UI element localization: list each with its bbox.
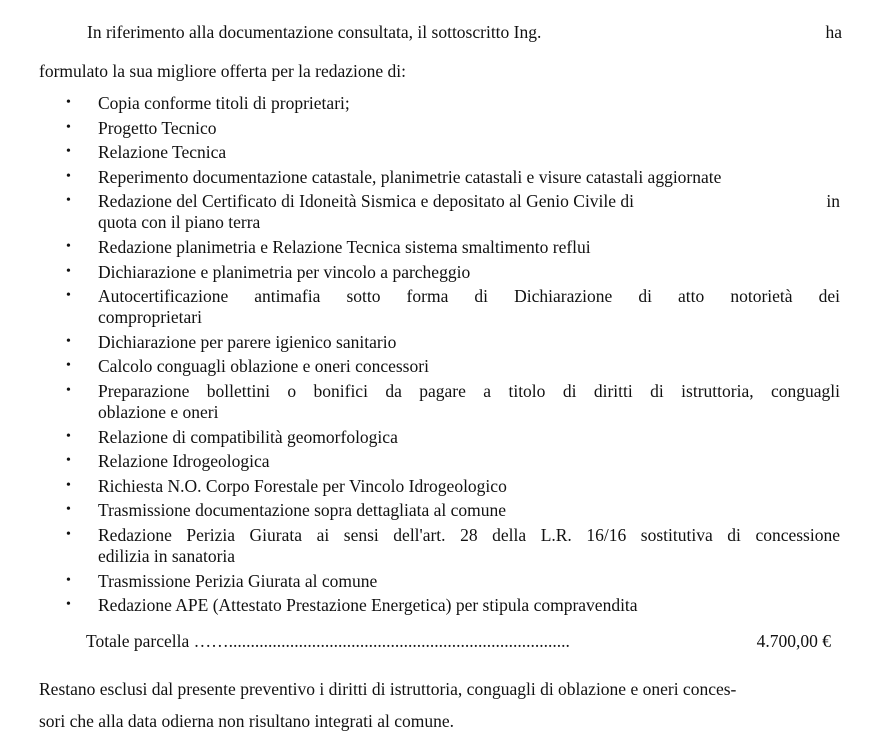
list-item-text: Redazione Perizia Giurata ai sensi dell'art. 28 della L.R. 16/16 sostitutiva di concessione	[98, 525, 840, 545]
list-item-text: Dichiarazione e planimetria per vincolo a parcheggio	[98, 261, 471, 282]
bullet-marker: •	[66, 383, 71, 398]
list-item-text: Dichiarazione per parere igienico sanitario	[98, 331, 397, 352]
bullet-marker: •	[66, 453, 71, 469]
list-item-text: Copia conforme titoli di proprietari;	[98, 93, 350, 113]
bullet-marker: •	[66, 358, 71, 374]
total-label: Totale parcella ……..............................................................................	[86, 631, 570, 651]
bullet-marker: •	[66, 527, 71, 542]
bullet-marker: •	[66, 333, 71, 349]
note-line-1: Restano esclusi dal presente preventivo i diritti di istruttoria, conguagli di oblazione e oneri conces-	[39, 679, 737, 699]
bullet-marker: •	[66, 193, 71, 209]
bullet-marker: •	[66, 477, 71, 493]
list-item-text: Relazione di compatibilità geomorfologica	[98, 426, 398, 447]
list-item-text: Relazione Tecnica	[98, 142, 227, 163]
list-item-text: Progetto Tecnico	[98, 117, 217, 138]
intro-line-1-text: In riferimento alla documentazione consultata, il sottoscritto Ing.	[87, 22, 542, 42]
intro-line-1	[87, 21, 842, 43]
list-item-text: Reperimento documentazione catastale, planimetrie catastali e visure catastali aggiornate	[98, 166, 722, 187]
list-item-text: Redazione planimetria e Relazione Tecnica sistema smaltimento reflui	[98, 237, 591, 257]
total-value: 4.700,00 €	[756, 631, 831, 651]
list-item-text: comproprietari	[98, 307, 202, 328]
list-item-text: Calcolo conguagli oblazione e oneri concessori	[98, 356, 429, 377]
list-item-text: Relazione Idrogeologica	[98, 451, 270, 472]
bullet-marker: •	[66, 239, 71, 254]
list-item-text: Redazione del Certificato di Idoneità Sismica e depositato al Genio Civile di	[98, 191, 635, 212]
list-item-text: Trasmissione Perizia Giurata al comune	[98, 570, 378, 591]
total-row	[86, 630, 831, 652]
note-line-2: sori che alla data odierna non risultano integrati al comune.	[39, 711, 454, 731]
bullet-marker: •	[66, 428, 71, 444]
bullet-marker: •	[66, 144, 71, 160]
bullet-marker: •	[66, 263, 71, 279]
list-item-text: Preparazione bollettini o bonifici da pagare a titolo di diritti di istruttoria, conguagli	[98, 381, 840, 401]
bullet-marker: •	[66, 502, 71, 518]
bullet-marker: •	[66, 597, 71, 613]
list-item-text: Autocertificazione antimafia sotto forma di Dichiarazione di atto notorietà dei	[98, 286, 840, 307]
bullet-marker: •	[66, 119, 71, 135]
list-item-text: Redazione APE (Attestato Prestazione Energetica) per stipula compravendita	[98, 595, 638, 616]
bullet-marker: •	[66, 168, 71, 184]
list-item-text: edilizia in sanatoria	[98, 546, 236, 566]
intro-line-2: formulato la sua migliore offerta per la redazione di:	[39, 61, 407, 81]
list-item-text: oblazione e oneri	[98, 402, 219, 422]
list-item-line-end: in	[826, 191, 840, 212]
list-item-text: quota con il piano terra	[98, 212, 261, 233]
bullet-marker: •	[66, 572, 71, 588]
intro-line-1-end: ha	[825, 22, 842, 42]
bullet-marker: •	[66, 288, 71, 304]
list-item-text: Trasmissione documentazione sopra dettagliata al comune	[98, 500, 507, 521]
bullet-marker: •	[66, 95, 71, 110]
list-item-text: Richiesta N.O. Corpo Forestale per Vincolo Idrogeologico	[98, 475, 507, 496]
